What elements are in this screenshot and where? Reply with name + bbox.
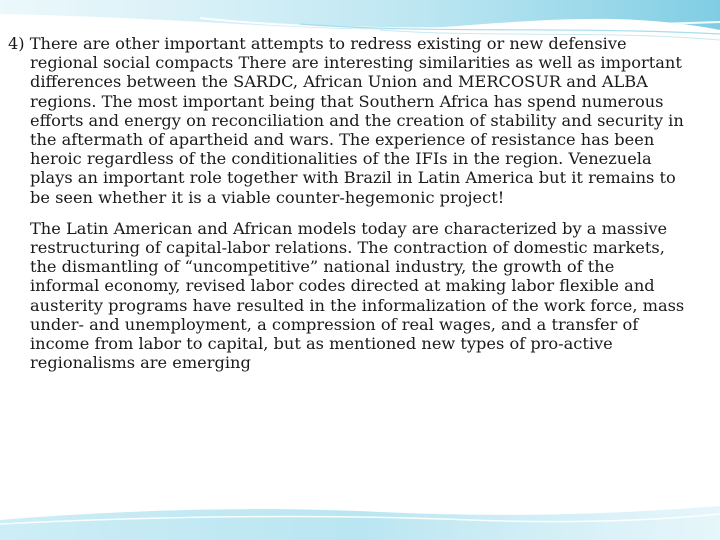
slide-body-text — [8, 34, 688, 372]
paragraph-capital-labor-restructuring: The Latin American and African models today are characterized by a massive restructuring of capital-labor relations. The contraction of domestic markets, the dismantling of “uncompetitive” national industry, the growth of the informal economy, revised labor codes directed at making labor flexible and austerity programs have resulted in the informalization of the work force, mass under- and unemployment, a compression of real wages, and a transfer of income from labor to capital, but as mentioned new types of pro-active regionalisms are emerging — [30, 218, 685, 373]
paragraph-regional-compacts: 4) There are other important attempts to redress existing or new defensive regional social compacts There are interesting similarities as well as important differences between the SARDC, African Union and MERCOSUR and ALBA regions. The most important being that Southern Africa has spend numerous efforts and energy on reconciliation and the creation of stability and security in the aftermath of apartheid and wars. The experience of resistance has been heroic regardless of the conditionalities of the IFIs in the region. Venezuela plays an important role together with Brazil in Latin America but it remains to be seen whether it is a viable counter-hegemonic project! — [8, 34, 684, 207]
bottom-wave-decoration — [0, 480, 720, 540]
